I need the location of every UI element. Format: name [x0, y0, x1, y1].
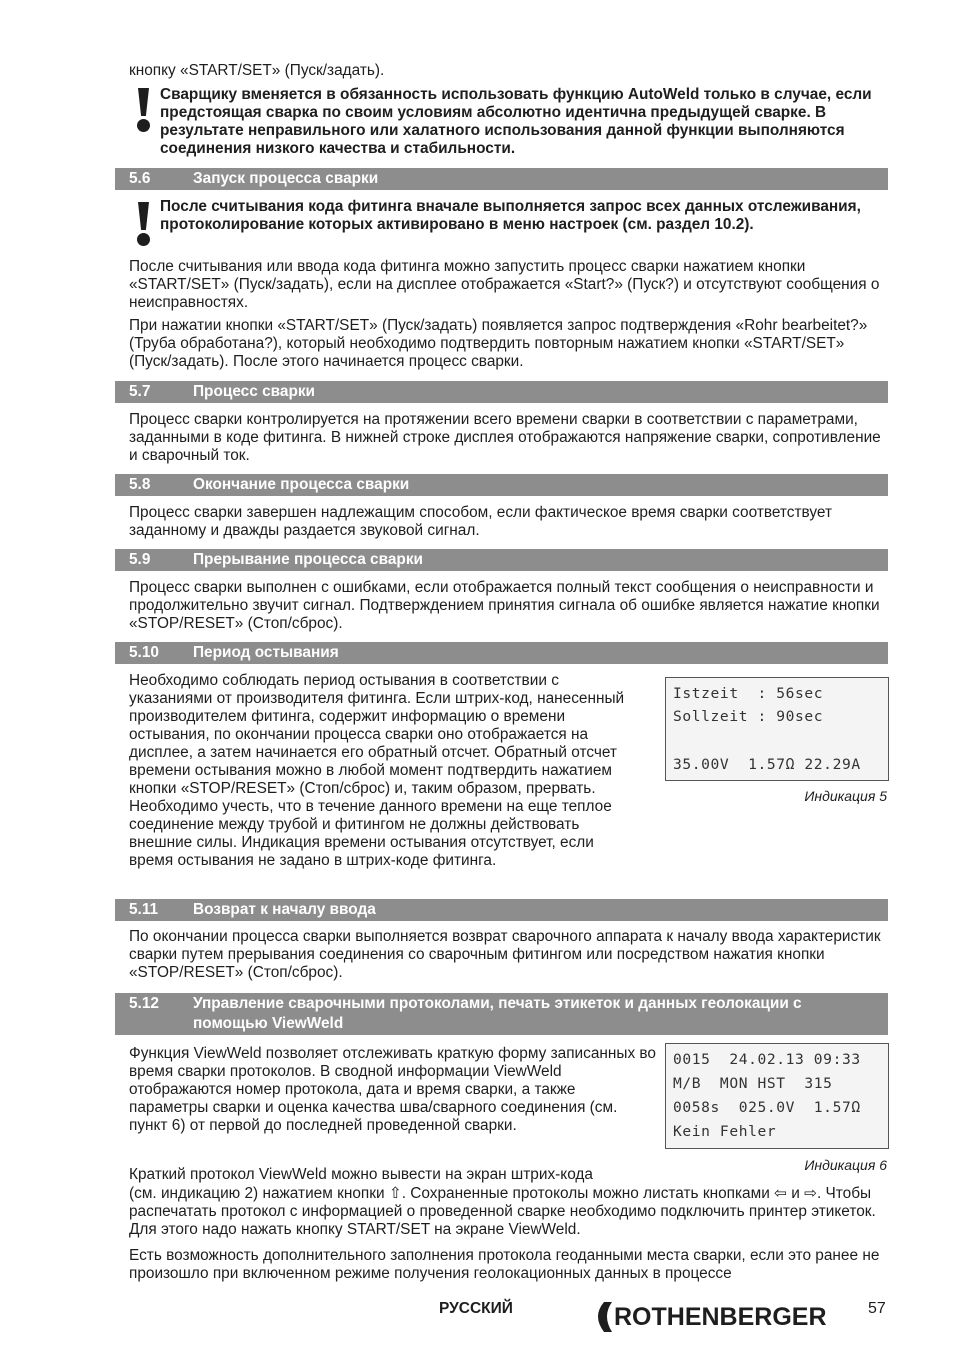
warning-tracking: После считывания кода фитинга вначале выполняется запрос всех данных отслеживания, протоколирование которых активировано в меню настроек (см. раздел 10.2). — [160, 198, 861, 233]
paragraph-5-12-b-first-line: Краткий протокол ViewWeld можно вывести на экран штрих-кода — [129, 1166, 593, 1183]
paragraph-5-7: Процесс сварки контролируется на протяжении всего времени сварки в соответствии с параметрами, заданными в коде фитинга. В нижней строке дисплея отображаются напряжение сварки, сопротивление и сварочный ток. — [129, 411, 881, 464]
paragraph-5-10: Необходимо соблюдать период остывания в соответствии с указаниями от производителя фитинга. Если штрих-код, нанесенный производителем фитинга, содержит информацию о времени остывания, по окончании процесса сварки оно отображается на дисплее, а затем начинается его обратный отсчет. Обратный отсчет времени остывания можно в любой момент подтвердить нажатием кнопки «STOP/RESET» (Стоп/сброс) и, таким образом, прервать. Необходимо учесть, что в течение данного времени на еще теплое соединение между трубой и фитингом не должны действовать внешние силы. Индикация времени остывания отсутствует, если время остывания не задано в штрих-коде фитинга. — [129, 672, 625, 869]
page-number: 57 — [868, 1300, 886, 1317]
section-header-5-11 — [115, 899, 888, 921]
section-header-5-9 — [115, 549, 888, 571]
section-header-5-7 — [115, 381, 888, 403]
display-line: Kein Fehler — [673, 1123, 777, 1140]
figure-caption: Индикация 6 — [804, 1157, 887, 1173]
section-number: 5.10 — [129, 644, 159, 661]
section-header-5-10 — [115, 642, 888, 664]
warning-icon — [134, 88, 154, 132]
section-header-5-12 — [115, 993, 888, 1035]
paragraph-5-12-b: (см. индикацию 2) нажатием кнопки ⇧. Сохраненные протоколы можно листать кнопками ⇦ и ⇨. Чтобы распечатать протокол с информацией о проведенной сварке необходимо подключить принтер этикеток. Для этого надо нажать кнопку START/SET на экране ViewWeld. — [129, 1185, 876, 1238]
paragraph-5-9: Процесс сварки выполнен с ошибками, если отображается полный текст сообщения о неисправности и продолжительно звучит сигнал. Подтверждением принятия сигнала об ошибке является нажатие кнопки «STOP/RESET» (Стоп/сброс). — [129, 579, 880, 632]
paragraph-5-11: По окончании процесса сварки выполняется возврат сварочного аппарата к началу ввода характеристик сварки путем прерывания соединения со сварочным фитингом или посредством нажатия кнопки «STOP/RESET» (Стоп/сброс). — [129, 928, 881, 981]
section-number: 5.12 — [129, 995, 159, 1012]
paragraph-5-6-a: После считывания или ввода кода фитинга можно запустить процесс сварки нажатием кнопки «START/SET» (Пуск/задать), если на дисплее отображается «Start?» (Пуск?) и отсутствуют сообщения о неисправностях. — [129, 258, 880, 311]
intro-text: кнопку «START/SET» (Пуск/задать). — [129, 62, 385, 79]
section-header-5-8 — [115, 474, 888, 496]
section-title: Окончание процесса сварки — [193, 476, 410, 493]
welder-display-6 — [665, 1043, 889, 1149]
display-line: 0015 24.02.13 09:33 — [673, 1051, 861, 1068]
section-number: 5.8 — [129, 476, 151, 493]
section-number: 5.7 — [129, 383, 151, 400]
figure-caption: Индикация 5 — [804, 788, 887, 804]
logo-text: ROTHENBERGER — [614, 1303, 827, 1331]
footer-language: РУССКИЙ — [439, 1300, 513, 1317]
section-number: 5.9 — [129, 551, 151, 568]
section-title: Возврат к началу ввода — [193, 901, 376, 918]
welder-display-5 — [665, 677, 889, 781]
section-title: Прерывание процесса сварки — [193, 551, 423, 568]
section-number: 5.11 — [129, 901, 159, 918]
section-header-5-6 — [115, 168, 888, 190]
display-line: Sollzeit : 90sec — [673, 708, 824, 725]
section-title: Процесс сварки — [193, 383, 316, 400]
rothenberger-logo — [592, 1296, 842, 1336]
display-line: Istzeit : 56sec — [673, 685, 824, 702]
warning-icon — [134, 202, 154, 246]
section-number: 5.6 — [129, 170, 151, 187]
paragraph-5-6-b: При нажатии кнопки «START/SET» (Пуск/задать) появляется запрос подтверждения «Rohr bearbeitet?» (Труба обработана?), который необходимо подтвердить повторным нажатием кнопки «START/SET» (Пуск/задать). После этого начинается процесс сварки. — [129, 317, 868, 370]
paragraph-5-8: Процесс сварки завершен надлежащим способом, если фактическое время сварки соответствует заданному и дважды раздается звуковой сигнал. — [129, 504, 832, 539]
display-line: 35.00V 1.57Ω 22.29A — [673, 756, 861, 773]
paragraph-5-12-c: Есть возможность дополнительного заполнения протокола геоданными места сварки, если это ранее не произошло при включенном режиме получения геолокационных данных в процессе — [129, 1247, 880, 1282]
warning-autoweld: Сварщику вменяется в обязанность использовать функцию AutoWeld только в случае, если предстоящая сварка по своим условиям абсолютно идентична предыдущей сварке. В результате неправильного или халатного использования данной функции выполняются соединения низкого качества и стабильности. — [160, 86, 872, 157]
section-title: Управление сварочными протоколами, печать этикеток и данных геолокации с помощью ViewWeld — [193, 995, 802, 1032]
section-title: Запуск процесса сварки — [193, 170, 379, 187]
display-line: M/B MON HST 315 — [673, 1075, 833, 1092]
display-line: 0058s 025.0V 1.57Ω — [673, 1099, 861, 1116]
paragraph-5-12-a: Функция ViewWeld позволяет отслеживать краткую форму записанных во время сварки протоколов. В сводной информации ViewWeld отображаются номер протокола, дата и время сварки, а также параметры сварки и оценка качества шва/сварного соединения (см. пункт 6) от первой до последней проведенной сварки. — [129, 1045, 656, 1134]
section-title: Период остывания — [193, 644, 339, 661]
